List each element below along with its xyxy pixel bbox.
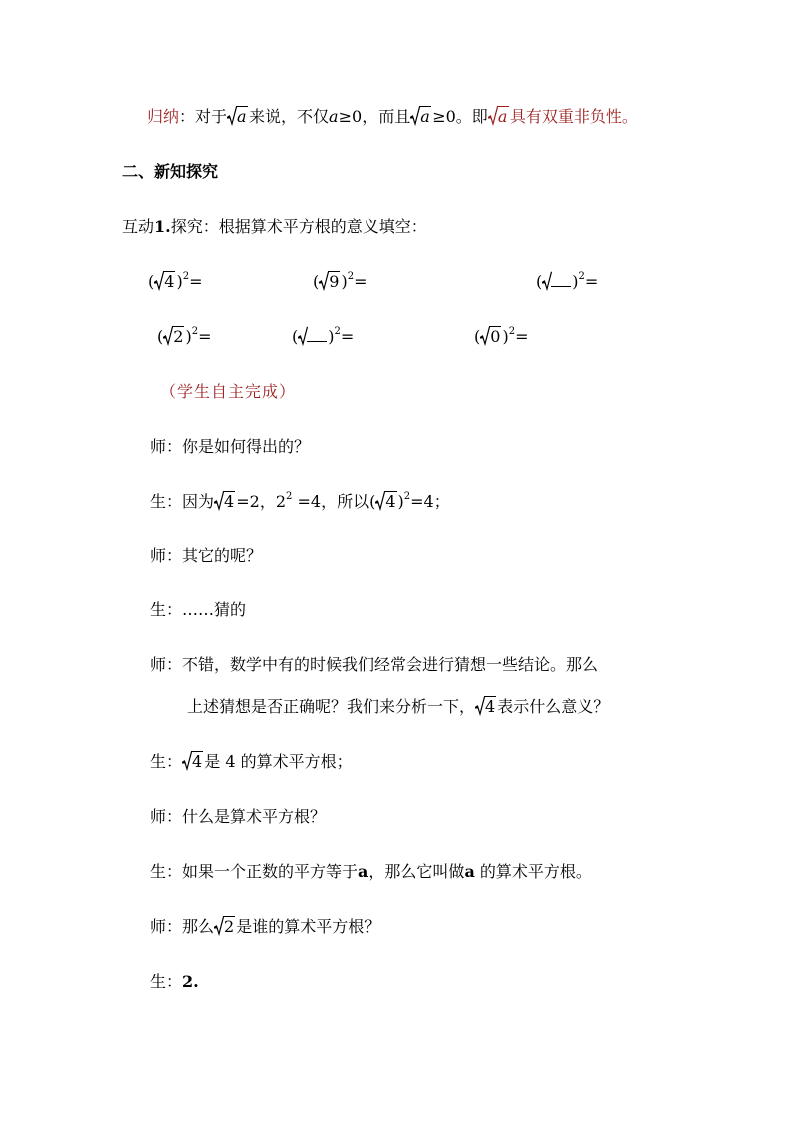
dialogue-student-5: 生：2.: [150, 972, 199, 991]
sqrt-a-1: a: [227, 105, 248, 129]
dialogue-student-4: 生：如果一个正数的平方等于a，那么它叫做a 的算术平方根。: [150, 862, 592, 881]
dialogue-teacher-1: 师：你是如何得出的？: [150, 437, 311, 456]
exercise-2: ( 9 )$^2$=: [313, 270, 367, 294]
dialogue-teacher-3: 师：不错，数学中有的时候我们经常会进行猜想一些结论。那么: [150, 655, 599, 674]
dialogue-teacher-4: 师：什么是算术平方根？: [150, 807, 327, 826]
dialogue-student-3: 生： 4 是 4 的算术平方根；: [150, 750, 353, 774]
summary-label: 归纳: [147, 107, 180, 126]
exercise-3: ( )$^2$=: [536, 270, 598, 294]
dialogue-teacher-3-cont: 上述猜想是否正确呢？我们来分析一下， 4 表示什么意义？: [187, 695, 609, 719]
exercise-1: ( 4 )$^2$=: [148, 270, 202, 294]
section-heading: 二、新知探究: [122, 162, 219, 181]
summary-line: 归纳：对于 a 来说，不仅a≥0，而且 a ≥0。即 a 具有双重非负性。: [147, 105, 638, 129]
sqrt-a-2: a: [410, 105, 431, 129]
interactive-title: 互动1.探究：根据算术平方根的意义填空：: [122, 217, 427, 236]
exercise-6: ( 0 )$^2$=: [474, 325, 528, 349]
dialogue-teacher-5: 师：那么 2 是谁的算术平方根？: [150, 915, 380, 939]
summary-text: ：对于: [179, 107, 228, 126]
dialogue-student-1: 生：因为 4 =2，$2^2 =4$，所以( 4 )$^2$=4；: [150, 490, 450, 514]
sqrt-a-3: a: [488, 105, 509, 129]
exercise-4: ( 2 )$^2$=: [157, 325, 211, 349]
dialogue-student-2: 生：……猜的: [150, 600, 247, 619]
student-note: （学生自主完成）: [160, 382, 297, 401]
exercise-5: ( )$^2$=: [292, 325, 354, 349]
dialogue-teacher-2: 师：其它的呢？: [150, 546, 263, 565]
